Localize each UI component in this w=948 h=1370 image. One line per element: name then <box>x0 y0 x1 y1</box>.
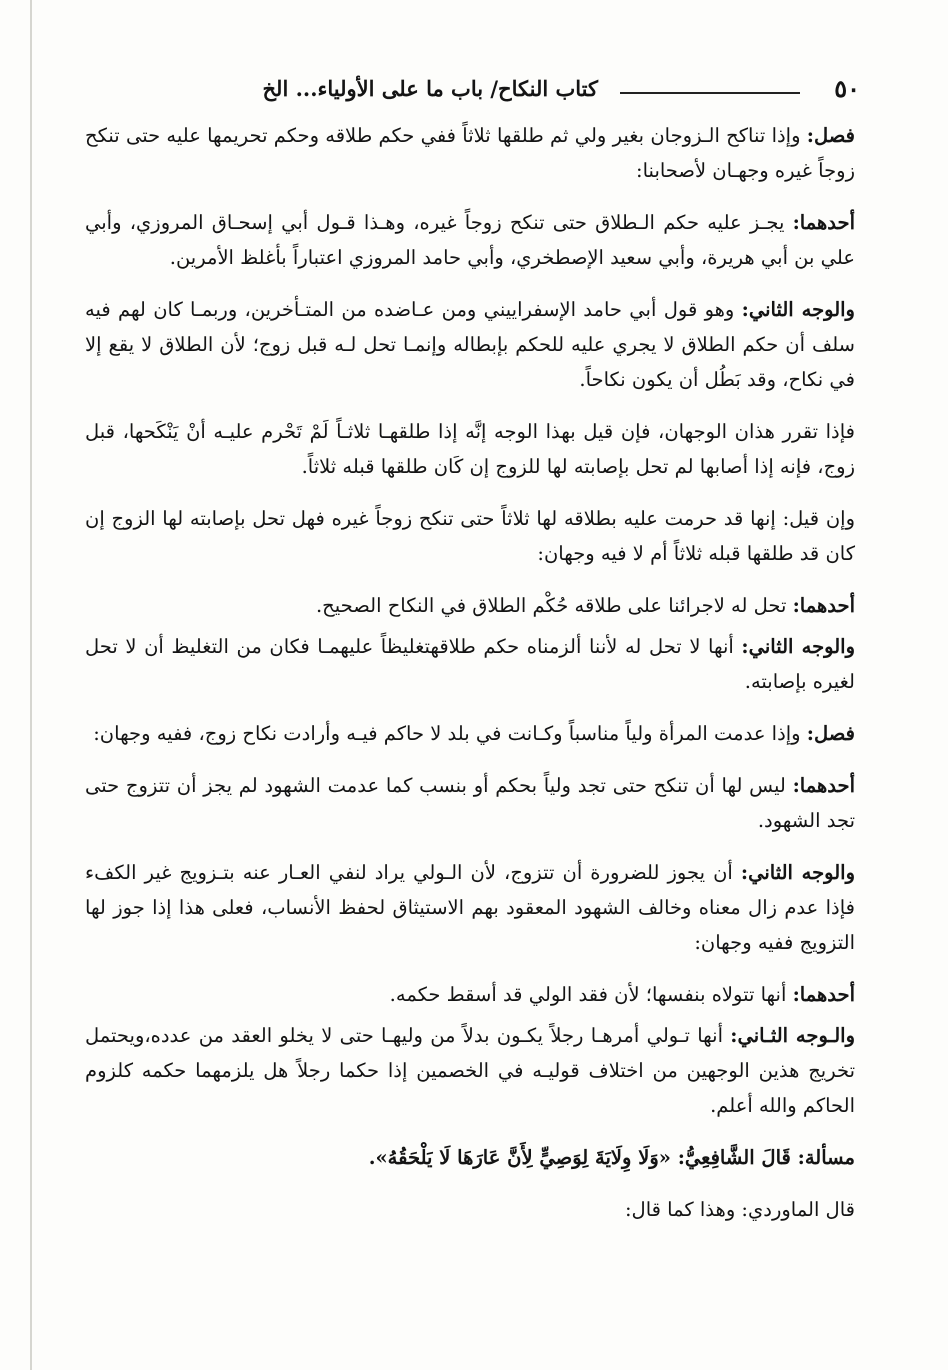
paragraph-text: أنها تـولي أمرهـا رجلاً يكـون بدلاً من وليهـا حتى لا يخلو العقد من عدده،ويحتمل تخريج هذين الوجهين من اختلاف قوليـه في الخصمين إذا حكما رجلاً هل يلزمهما حكمه كلزوم الحاكم والله أعلم. <box>85 1024 855 1117</box>
running-title: كتاب النكاح/ باب ما على الأولياء... الخ <box>262 76 598 101</box>
paragraph-fasl-1 <box>85 118 855 188</box>
paragraph-label: أحدهما: <box>792 983 855 1006</box>
paragraph-label: فصل: <box>806 124 855 147</box>
paragraph-text: يجـز عليه حكم الـطلاق حتى تنكح زوجاً غيره، وهـذا قـول أبي إسحـاق المروزي، وأبي علي بن أبي هريرة، وأبي سعيد الإصطخري، وأبي حامد المروزي اعتباراً بأغلظ الأمرين. <box>85 211 855 269</box>
paragraph-label: والوجه الثاني: <box>740 861 855 884</box>
paragraph-label: أحدهما: <box>792 211 855 234</box>
paragraph-label: والوجه الثاني: <box>741 635 855 658</box>
paragraph-label: فصل: <box>806 722 855 745</box>
paragraph-second-sub-view <box>85 1018 855 1123</box>
paragraph-second-view-2 <box>85 629 855 699</box>
paragraph-consequence-2 <box>85 501 855 571</box>
paragraph-text: وإن قيل: إنها قد حرمت عليه بطلاقه لها ثلاثاً حتى تنكح زوجاً غيره فهل تحل بإصابته لها الزوج إن كان قد طلقها قبله ثلاثاً أم لا فيه وجهان: <box>85 507 855 565</box>
page-header <box>90 70 860 110</box>
paragraph-label: أحدهما: <box>792 594 855 617</box>
paragraph-mawardi <box>85 1192 855 1227</box>
shafii-quote: «وَلَا وِلَايَةَ لِوَصِيٍّ لِأَنَّ عَارَهَا لَا يَلْحَقُهُ». <box>368 1146 678 1169</box>
paragraph-fasl-2 <box>85 716 855 751</box>
page-edge <box>30 0 32 1370</box>
paragraph-text: أنها لا تحل له لأننا ألزمناه حكم طلاقهتغليظاً عليهمـا فكان من التغليظ أن لا تحل لغيره بإصابته. <box>85 635 855 693</box>
paragraph-text: أن يجوز للضرورة أن تتزوج، لأن الـولي يراد لنفي العـار عنه بتـزويج غير الكفء فإذا عدم زال معناه وخالف الشهود المعقود بهم الاستيثاق لحفظ الأنساب، فعلى هذا إذا جوز لها التزويج ففيه وجهان: <box>85 861 855 954</box>
paragraph-text: ليس لها أن تنكح حتى تجد ولياً بحكم أو بنسب كما عدمت الشهود لم يجز أن تتزوج حتى تجد الشهود. <box>85 774 855 832</box>
paragraph-text: تحل له لاجرائنا على طلاقه حُكْم الطلاق في النكاح الصحيح. <box>315 594 793 617</box>
paragraph-label: والوجه الثاني: <box>741 298 855 321</box>
paragraph-text: قال الماوردي: وهذا كما قال: <box>624 1198 855 1221</box>
paragraph-text: وإذا تناكح الـزوجان بغير ولي ثم طلقها ثلاثاً ففي حكم طلاقه وحكم تحريمها عليه حتى تنكح زوجاً غيره وجهـان لأصحابنا: <box>85 124 855 182</box>
paragraph-label: والـوجه الثـاني: <box>730 1024 856 1047</box>
paragraph-label: أحدهما: <box>792 774 855 797</box>
header-rule <box>620 92 800 94</box>
body-text <box>85 118 855 1244</box>
paragraph-second-view-1 <box>85 292 855 397</box>
paragraph-text: وإذا عدمت المرأة ولياً مناسباً وكـانت في بلد لا حاكم فيـه وأرادت نكاح زوج، ففيه وجهان: <box>93 722 807 745</box>
paragraph-text: وهو قول أبي حامد الإسفراييني ومن عـاضده من المتـأخرين، وربمـا كان لهم فيه سلف أن حكم الطلاق لا يجري عليه للحكم بإبطاله وإنمـا تحل لـه قبل زوج؛ لأن الطلاق لا يقع إلا في نكاح، وقد بَطُل أن يكون نكاحاً. <box>85 298 855 391</box>
paragraph-second-view-3 <box>85 855 855 960</box>
page-number: ٥٠ <box>834 74 860 103</box>
paragraph-text: أنها تتولاه بنفسها؛ لأن فقد الولي قد أسقط حكمه. <box>389 983 793 1006</box>
paragraph-label: مسألة: قَالَ الشَّافِعِيُّ: <box>677 1146 855 1169</box>
paragraph-first-view-2 <box>85 588 855 623</box>
paragraph-first-view-1 <box>85 205 855 275</box>
paragraph-masala <box>85 1140 855 1175</box>
paragraph-first-sub-view <box>85 977 855 1012</box>
paragraph-first-view-3 <box>85 768 855 838</box>
paragraph-consequence-1 <box>85 414 855 484</box>
paragraph-text: فإذا تقرر هذان الوجهان، فإن قيل بهذا الوجه إنَّه إذا طلقهـا ثلاثـاً لَمْ تَحْرم عليـه أنْ يَنْكَحها، قبل زوج، فإنه إذا أصابها لم تحل بإصابته لها للزوج إن كَان طلقها قبله ثلاثاً. <box>85 420 855 478</box>
